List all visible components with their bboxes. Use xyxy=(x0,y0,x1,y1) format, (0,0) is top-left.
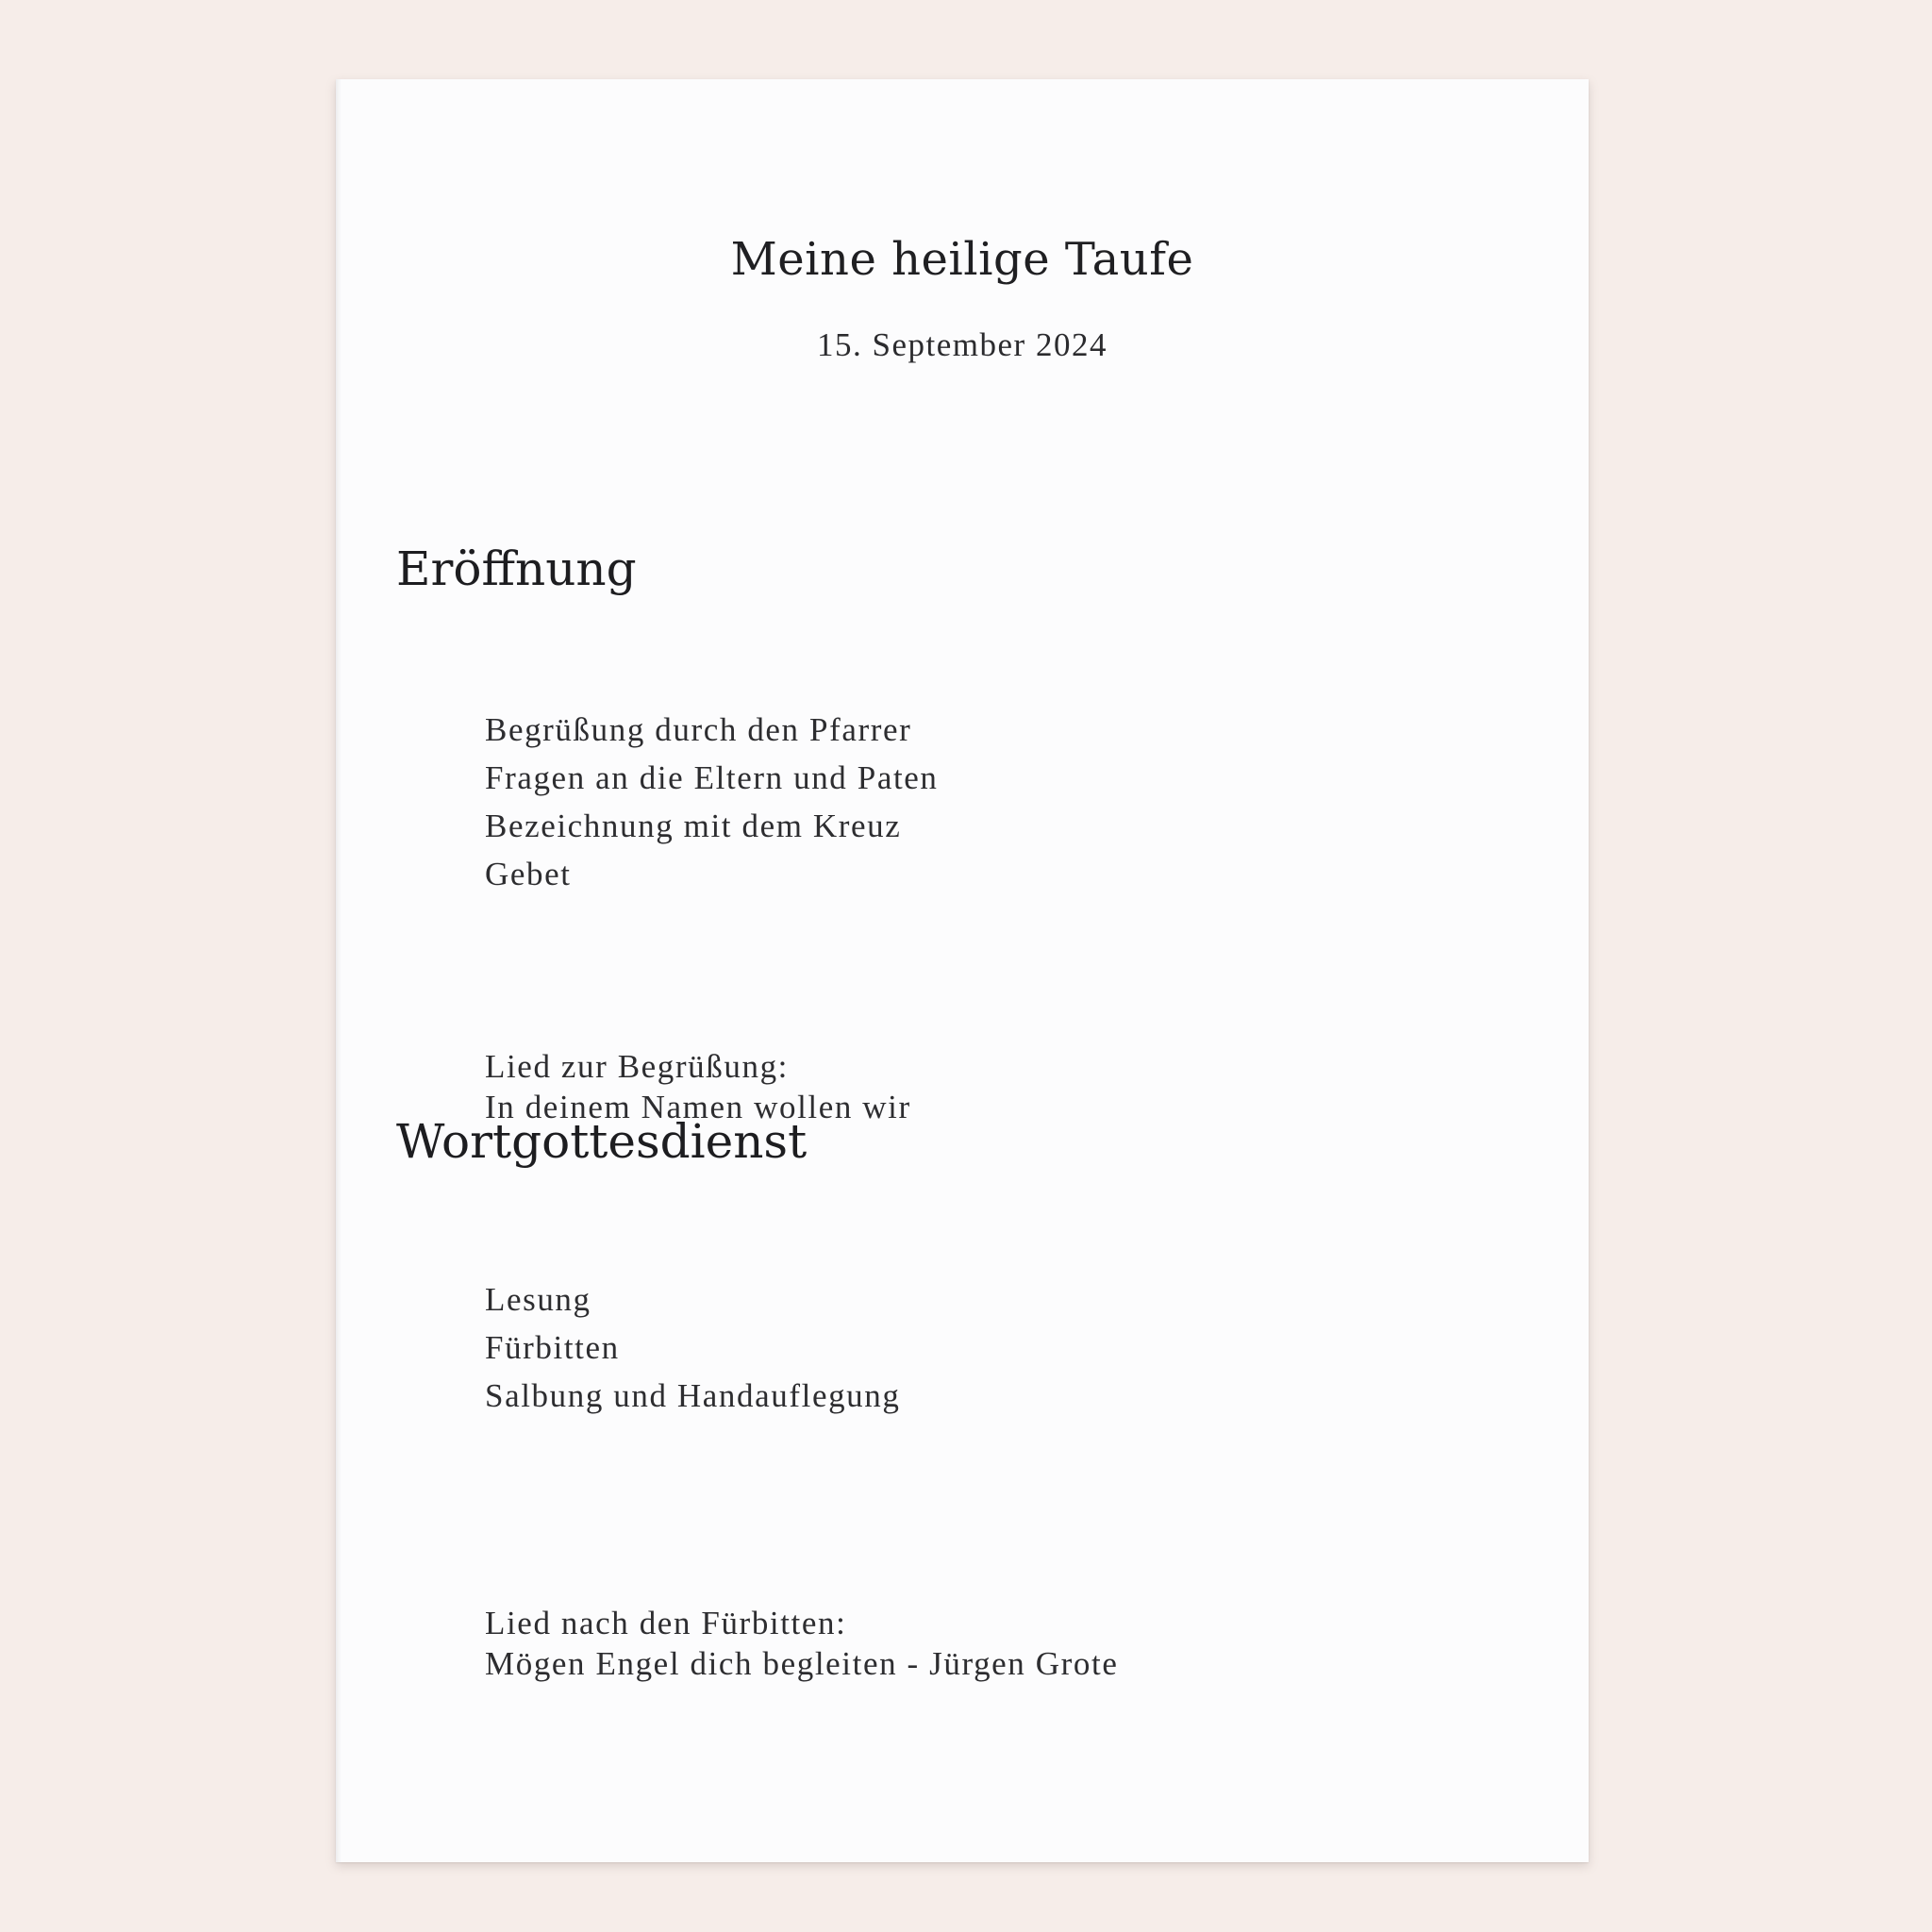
song-title: In deinem Namen wollen wir xyxy=(485,1089,911,1125)
program-card xyxy=(336,79,1589,1862)
section-heading-eroeffnung: Eröffnung xyxy=(396,541,637,596)
list-item: Begrüßung durch den Pfarrer xyxy=(485,711,912,748)
list-item: Bezeichnung mit dem Kreuz xyxy=(485,808,902,844)
song-label: Lied zur Begrüßung: xyxy=(485,1048,789,1085)
section-heading-wortgottesdienst: Wortgottesdienst xyxy=(396,1114,808,1169)
item-list-eroeffnung xyxy=(485,706,939,898)
list-item: Fragen an die Eltern und Paten xyxy=(485,759,939,796)
song-label: Lied nach den Fürbitten: xyxy=(485,1605,847,1641)
song-wortgottesdienst xyxy=(485,1603,1118,1684)
list-item: Fürbitten xyxy=(485,1329,620,1366)
list-item: Salbung und Handauflegung xyxy=(485,1377,901,1414)
event-date: 15. September 2024 xyxy=(817,326,1108,363)
song-title: Mögen Engel dich begleiten - Jürgen Grote xyxy=(485,1645,1119,1682)
list-item: Lesung xyxy=(485,1281,591,1318)
item-list-wortgottesdienst xyxy=(485,1275,900,1420)
page-title: Meine heilige Taufe xyxy=(730,233,1194,286)
list-item: Gebet xyxy=(485,856,572,892)
